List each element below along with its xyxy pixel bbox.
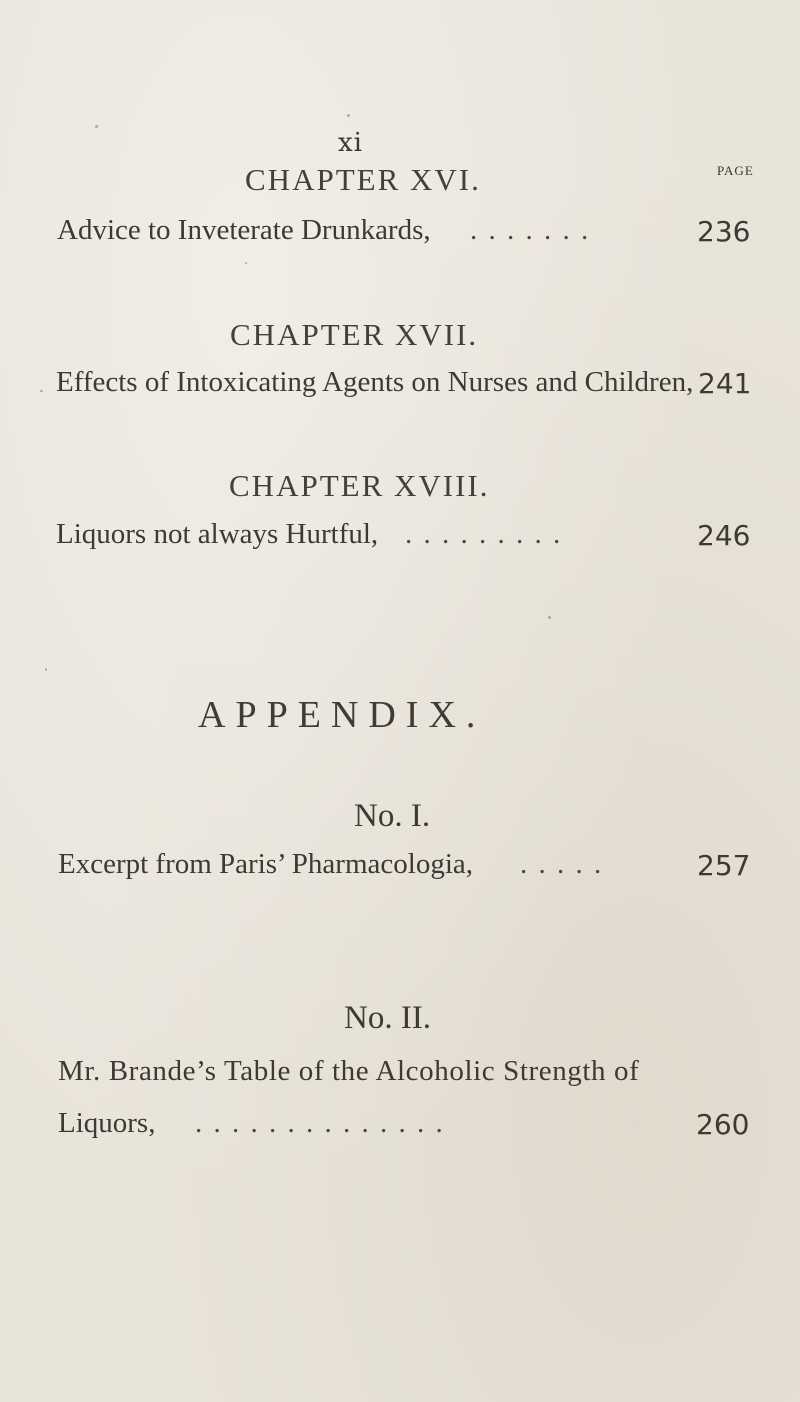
toc-leaders: . . . . . . . . . . . . . .	[195, 1107, 445, 1139]
appendix-section-number-1: No. I.	[354, 798, 431, 834]
toc-entry-title: Effects of Intoxicating Agents on Nurses and Children,	[56, 366, 694, 398]
chapter-heading-xvii: CHAPTER XVII.	[230, 317, 479, 352]
toc-entry-appendix-1[interactable]	[58, 848, 473, 881]
paper-speck	[95, 125, 98, 128]
chapter-heading-xviii: CHAPTER XVIII.	[229, 468, 490, 503]
toc-entry-title: Liquors not always Hurtful,	[56, 518, 379, 550]
toc-page-ref: 257	[697, 849, 751, 882]
paper-speck	[40, 390, 43, 392]
toc-entry-xvi[interactable]	[57, 214, 431, 247]
toc-leaders: . . . . . . . . .	[405, 518, 563, 550]
toc-entry-title: Mr. Brande’s Table of the Alcoholic Strength of	[58, 1055, 640, 1087]
page-column-label: PAGE	[717, 163, 754, 178]
toc-entry-xvii[interactable]	[56, 366, 693, 399]
paper-speck	[548, 616, 551, 619]
toc-leaders: . . . . .	[520, 848, 604, 880]
toc-entry-title: Liquors,	[58, 1107, 156, 1139]
toc-entry-title: Advice to Inveterate Drunkards,	[57, 214, 431, 246]
appendix-section-number-2: No. II.	[344, 1000, 432, 1036]
toc-page-ref: 260	[696, 1108, 750, 1141]
chapter-heading-xvi: CHAPTER XVI.	[245, 162, 481, 197]
toc-page-ref: 246	[697, 519, 751, 552]
toc-entry-xviii[interactable]	[56, 518, 378, 551]
page-number: xi	[338, 128, 363, 158]
toc-entry-appendix-2-line1[interactable]	[58, 1055, 639, 1088]
appendix-heading: APPENDIX.	[198, 694, 486, 736]
paper-speck	[347, 114, 350, 117]
toc-page-ref: 241	[698, 367, 752, 400]
paper-speck	[45, 668, 47, 671]
paper-speck	[245, 262, 247, 264]
toc-entry-appendix-2-line2[interactable]	[58, 1107, 155, 1140]
toc-leaders: . . . . . . .	[470, 214, 591, 246]
toc-entry-title: Excerpt from Paris’ Pharmacologia,	[58, 848, 473, 880]
toc-page-ref: 236	[697, 215, 751, 248]
